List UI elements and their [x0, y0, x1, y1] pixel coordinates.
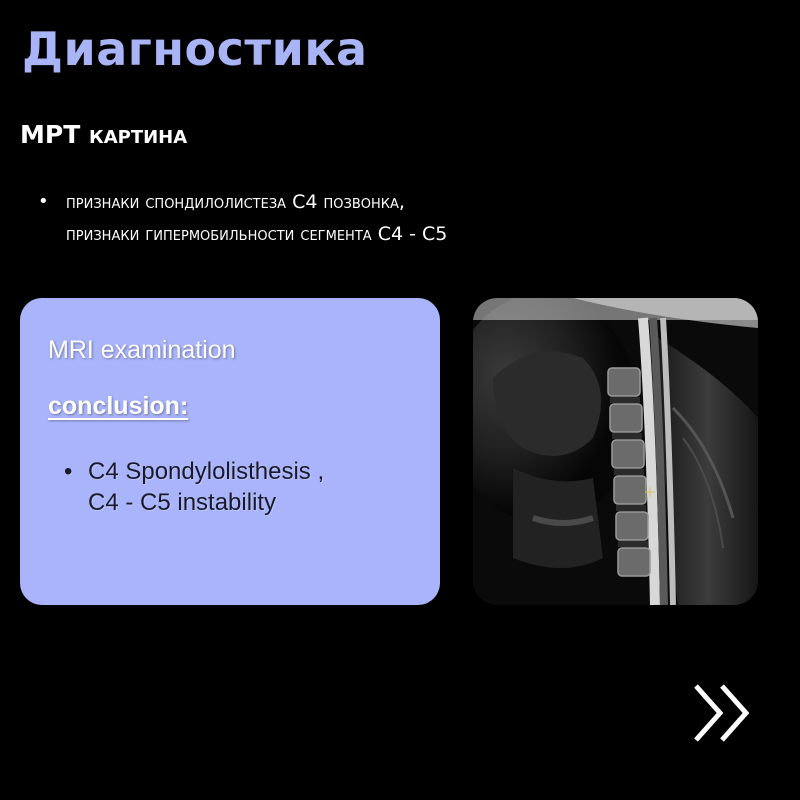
conclusion-item-line-1: • C4 Spondylolisthesis , — [88, 458, 325, 485]
conclusion-list — [60, 456, 324, 518]
findings-list — [38, 186, 447, 250]
subtitle-prefix: МРТ — [20, 120, 81, 149]
conclusion-item — [60, 456, 324, 518]
findings-item-line-1: признаки спондилолистеза С4 позвонка, — [66, 191, 405, 213]
findings-item-line-2: признаки гипермобильности сегмента С4 - С5 — [66, 223, 448, 245]
findings-item — [38, 186, 447, 250]
double-chevron-right-icon[interactable] — [690, 682, 754, 744]
conclusion-label: conclusion: — [48, 392, 189, 420]
subtitle-rest: картина — [88, 120, 188, 149]
conclusion-card — [20, 298, 440, 605]
mri-scan-image — [473, 298, 758, 605]
conclusion-item-line-2: C4 - C5 instability — [88, 489, 277, 516]
page-title: Диагностика — [22, 22, 368, 76]
card-title: MRI examination — [48, 336, 236, 364]
section-subtitle — [20, 120, 187, 149]
